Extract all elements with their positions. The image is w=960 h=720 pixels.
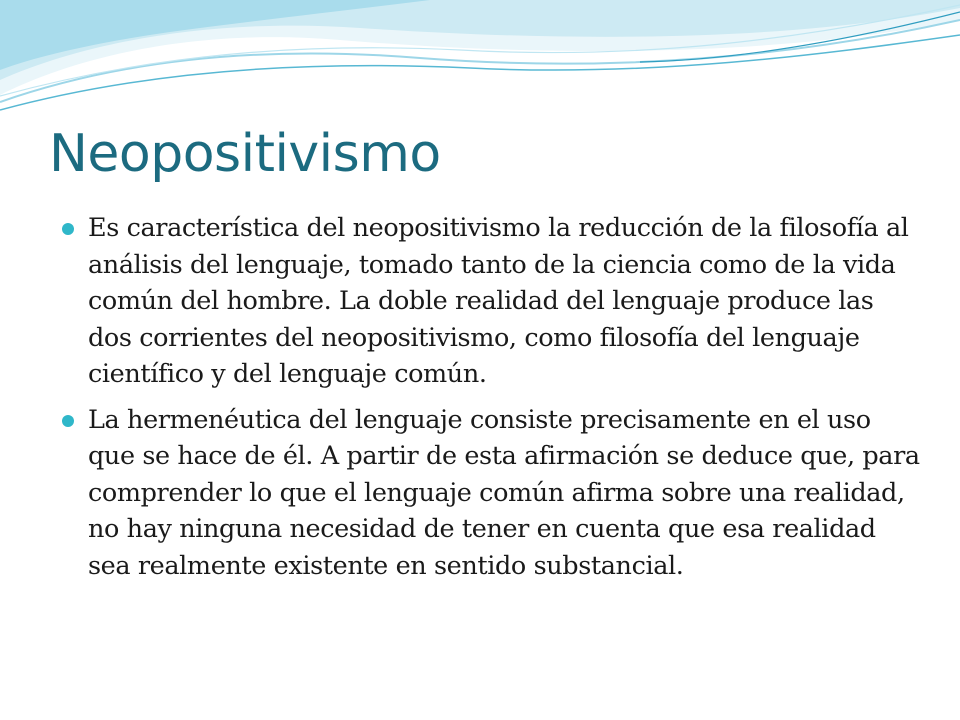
list-item: [62, 210, 922, 393]
bullet-list: [62, 210, 922, 593]
bullet-icon: [62, 415, 74, 427]
bullet-text: La hermenéutica del lenguaje consiste precisamente en el uso que se hace de él. A partir de esta afirmación se deduce que, para comprender lo que el lenguaje común afirma sobre una realidad, no hay ninguna necesidad de tener en cuenta que esa realidad sea realmente existente en sentido substancial.: [88, 404, 920, 581]
header-wave-decoration: [0, 0, 960, 120]
slide-title: Neopositivismo: [49, 124, 441, 184]
list-item: [62, 402, 922, 585]
bullet-icon: [62, 223, 74, 235]
bullet-text: Es característica del neopositivismo la reducción de la filosofía al análisis del lenguaje, tomado tanto de la ciencia como de la vida común del hombre. La doble realidad del lenguaje produce las dos corrientes del neopositivismo, como filosofía del lenguaje científico y del lenguaje común.: [88, 213, 909, 389]
